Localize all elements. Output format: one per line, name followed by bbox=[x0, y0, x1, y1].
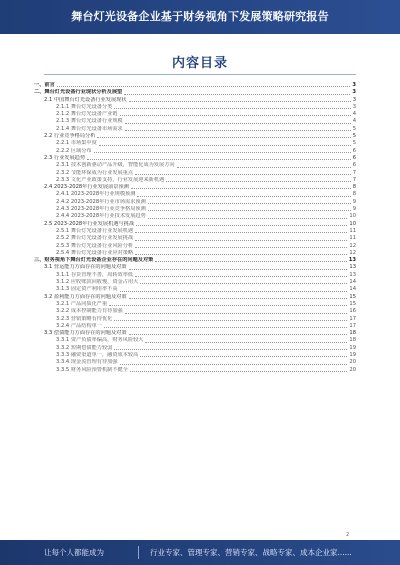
toc-entry-page: 3 bbox=[352, 82, 356, 88]
toc-entry-page: 5 bbox=[352, 140, 356, 147]
toc-entry[interactable] bbox=[34, 199, 356, 206]
toc-entry-label: 3.2.3 营销策略有待优化 bbox=[56, 315, 113, 322]
toc-leader-dots bbox=[129, 298, 348, 299]
toc-leader-dots bbox=[135, 276, 347, 277]
toc-entry-page: 12 bbox=[349, 249, 356, 256]
toc-entry-label: 3.3 偿债能力方面存在的问题及对策 bbox=[44, 330, 127, 337]
toc-leader-dots bbox=[104, 327, 347, 328]
toc-leader-dots bbox=[114, 108, 350, 109]
toc-entry-label: 2.4.1 2023-2028年行业规模预测 bbox=[56, 191, 136, 198]
report-header bbox=[0, 0, 400, 34]
toc-entry-page: 14 bbox=[349, 279, 356, 286]
toc-entry[interactable] bbox=[34, 97, 356, 104]
toc-entry[interactable] bbox=[34, 330, 356, 337]
toc-leader-dots bbox=[131, 188, 351, 189]
toc-entry-page: 6 bbox=[352, 162, 356, 169]
toc-entry[interactable] bbox=[34, 294, 356, 301]
toc-entry-page: 3 bbox=[352, 96, 356, 103]
toc-entry[interactable] bbox=[34, 316, 356, 323]
toc-entry-page: 18 bbox=[349, 330, 356, 337]
toc-entry-label: 3.1.1 存货管理不善，周转效率低 bbox=[56, 271, 134, 278]
toc-leader-dots bbox=[135, 240, 347, 241]
toc-leader-dots bbox=[120, 291, 348, 292]
toc-leader-dots bbox=[145, 342, 347, 343]
toc-leader-dots bbox=[99, 145, 351, 146]
toc-entry-label: 3.2 盈利能力方面存在的问题及对策 bbox=[44, 293, 127, 300]
footer-slogan: 让每个人都能成为 bbox=[44, 548, 104, 557]
toc-entry-label: 2.4.4 2023-2028年行业技术发展趋势 bbox=[56, 213, 146, 220]
toc-entry-label: 2.2.2 区域分布 bbox=[56, 147, 92, 154]
toc-leader-dots bbox=[135, 232, 347, 233]
toc-leader-dots bbox=[148, 203, 351, 204]
toc-entry-page: 4 bbox=[352, 111, 356, 118]
toc-entry-page: 13 bbox=[349, 271, 356, 278]
toc-entry-page: 17 bbox=[349, 315, 356, 322]
toc-entry-label: 2.5.4 舞台灯光设备行业应对策略 bbox=[56, 249, 134, 256]
toc-entry[interactable] bbox=[34, 352, 356, 359]
toc-leader-dots bbox=[166, 181, 350, 182]
toc-entry-label: 3.1 营运能力方面存在的问题及对策 bbox=[44, 264, 127, 271]
toc-entry-page: 11 bbox=[349, 227, 356, 234]
toc-entry[interactable] bbox=[34, 191, 356, 198]
toc-entry-page: 15 bbox=[349, 300, 356, 307]
toc-leader-dots bbox=[109, 305, 347, 306]
toc-leader-dots bbox=[114, 320, 347, 321]
toc-entry[interactable] bbox=[34, 228, 356, 235]
toc-entry-label: 3.3.4 现金流管理有待加强 bbox=[56, 359, 118, 366]
toc-entry[interactable] bbox=[34, 367, 356, 374]
toc-entry-page: 7 bbox=[352, 169, 356, 176]
toc-entry[interactable] bbox=[34, 162, 356, 169]
toc-leader-dots bbox=[57, 86, 351, 87]
toc-entry-label: 3.2.2 成本控制能力有待加强 bbox=[56, 308, 123, 315]
toc-leader-dots bbox=[177, 167, 351, 168]
toc-entry-page: 13 bbox=[348, 257, 356, 264]
toc-entry-page: 7 bbox=[352, 176, 356, 183]
toc-entry-page: 19 bbox=[349, 344, 356, 351]
toc-entry-page: 20 bbox=[349, 366, 356, 373]
toc-leader-dots bbox=[114, 349, 347, 350]
toc-entry-page: 15 bbox=[349, 293, 356, 300]
toc-entry[interactable] bbox=[34, 82, 356, 89]
toc-entry-label: 2.4.3 2023-2028年行业竞争格局预测 bbox=[56, 206, 146, 213]
toc-leader-dots bbox=[94, 152, 351, 153]
toc-leader-dots bbox=[136, 225, 347, 226]
toc-leader-dots bbox=[148, 218, 348, 219]
toc-leader-dots bbox=[130, 371, 347, 372]
toc-entry[interactable] bbox=[34, 104, 356, 111]
table-of-contents bbox=[34, 82, 356, 374]
toc-entry-label: 2.1 中国舞台灯光设备行业发展现状 bbox=[44, 96, 127, 103]
toc-entry[interactable] bbox=[34, 279, 356, 286]
toc-entry[interactable] bbox=[34, 221, 356, 228]
toc-leader-dots bbox=[135, 174, 351, 175]
toc-entry-page: 8 bbox=[352, 191, 356, 198]
toc-entry-label: 2.4.2 2023-2028年行业市场需求预测 bbox=[56, 198, 146, 205]
toc-entry-label: 2.5 2023-2028年行业发展机遇与挑战 bbox=[44, 220, 135, 227]
toc-entry-page: 16 bbox=[349, 308, 356, 315]
toc-entry-label: 2.2 行业竞争格局分析 bbox=[44, 133, 96, 140]
toc-entry-label: 3.3.5 财务风险预警机制不健全 bbox=[56, 366, 128, 373]
toc-entry-page: 8 bbox=[352, 184, 356, 191]
toc-entry[interactable] bbox=[34, 301, 356, 308]
toc-entry[interactable] bbox=[34, 264, 356, 271]
toc-leader-dots bbox=[120, 115, 351, 116]
toc-leader-dots bbox=[97, 137, 350, 138]
toc-entry-label: 2.3.3 文化产业政策支持，行业发展迎来新机遇 bbox=[56, 176, 165, 183]
toc-leader-dots bbox=[135, 254, 347, 255]
toc-leader-dots bbox=[129, 334, 348, 335]
toc-entry[interactable] bbox=[34, 170, 356, 177]
toc-entry[interactable] bbox=[34, 345, 356, 352]
toc-entry[interactable] bbox=[34, 118, 356, 125]
report-title: 舞台灯光设备企业基于财务视角下发展策略研究报告 bbox=[71, 10, 329, 23]
toc-entry-label: 3.3.1 资产负债率偏高，财务风险较大 bbox=[56, 337, 144, 344]
toc-leader-dots bbox=[155, 261, 346, 262]
toc-entry-page: 6 bbox=[352, 154, 356, 161]
toc-entry-page: 6 bbox=[352, 147, 356, 154]
toc-leader-dots bbox=[125, 130, 351, 131]
toc-leader-dots bbox=[125, 123, 351, 124]
toc-leader-dots bbox=[135, 247, 347, 248]
toc-entry[interactable] bbox=[34, 308, 356, 315]
toc-entry-page: 3 bbox=[352, 103, 356, 110]
toc-entry[interactable] bbox=[34, 323, 356, 330]
toc-entry[interactable] bbox=[34, 177, 356, 184]
toc-entry-page: 14 bbox=[349, 286, 356, 293]
toc-leader-dots bbox=[87, 159, 351, 160]
toc-entry-label: 2.1.3 舞台灯光设备行业规模 bbox=[56, 118, 123, 125]
toc-entry[interactable] bbox=[34, 89, 356, 96]
toc-entry[interactable] bbox=[34, 286, 356, 293]
toc-entry-page: 13 bbox=[349, 264, 356, 271]
toc-entry[interactable] bbox=[34, 213, 356, 220]
toc-leader-dots bbox=[129, 269, 348, 270]
toc-entry-label: 2.4 2023-2028年行业发展前景预测 bbox=[44, 184, 129, 191]
toc-leader-dots bbox=[120, 364, 348, 365]
toc-entry-label: 2.3.1 技术创新驱动产品升级，智能化成为发展方向 bbox=[56, 162, 175, 169]
toc-leader-dots bbox=[140, 356, 347, 357]
toc-entry-page: 9 bbox=[352, 206, 356, 213]
toc-leader-dots bbox=[137, 196, 350, 197]
toc-entry-label: 3.3.3 融资渠道单一，融资成本较高 bbox=[56, 351, 139, 358]
toc-leader-dots bbox=[124, 94, 350, 95]
toc-entry-page: 5 bbox=[352, 133, 356, 140]
toc-entry-label: 3.2.1 产品同质化严重 bbox=[56, 300, 108, 307]
toc-entry-label: 2.1.1 舞台灯光设备分类 bbox=[56, 103, 113, 110]
toc-leader-dots bbox=[129, 101, 351, 102]
footer-divider bbox=[138, 546, 139, 559]
toc-entry-page: 17 bbox=[349, 322, 356, 329]
toc-entry-page: 10 bbox=[349, 220, 356, 227]
toc-entry[interactable] bbox=[34, 206, 356, 213]
toc-entry-page: 12 bbox=[349, 242, 356, 249]
toc-entry[interactable] bbox=[34, 140, 356, 147]
toc-entry-label: 2.5.1 舞台灯光设备行业发展机遇 bbox=[56, 227, 134, 234]
toc-entry[interactable] bbox=[34, 243, 356, 250]
toc-entry[interactable] bbox=[34, 148, 356, 155]
toc-entry[interactable] bbox=[34, 337, 356, 344]
toc-entry-label: 2.2.1 市场集中度 bbox=[56, 140, 97, 147]
toc-entry[interactable] bbox=[34, 184, 356, 191]
footer-tagline: 行业专家、管理专家、营销专家、战略专家、成本企业家...... bbox=[150, 548, 352, 557]
toc-entry-page: 4 bbox=[352, 118, 356, 125]
toc-entry[interactable] bbox=[34, 250, 356, 257]
toc-heading: 内容目录 bbox=[171, 56, 228, 71]
toc-entry-label: 三、财务视角下舞台灯光设备企业存在的问题及对策 bbox=[34, 257, 154, 264]
toc-entry-label: 2.3.2 节能环保成为行业发展重点 bbox=[56, 169, 134, 176]
toc-entry[interactable] bbox=[34, 272, 356, 279]
toc-entry-label: 3.1.3 固定资产利用率不高 bbox=[56, 286, 118, 293]
toc-entry[interactable] bbox=[34, 126, 356, 133]
toc-entry[interactable] bbox=[34, 133, 356, 140]
toc-entry-label: 二、舞台灯光设备行业现状分析及展望 bbox=[34, 89, 123, 96]
toc-leader-dots bbox=[148, 210, 351, 211]
toc-entry-label: 2.3 行业发展趋势 bbox=[44, 154, 86, 161]
toc-entry[interactable] bbox=[34, 111, 356, 118]
toc-entry-page: 3 bbox=[352, 89, 356, 96]
toc-entry[interactable] bbox=[34, 235, 356, 242]
toc-entry-page: 9 bbox=[352, 198, 356, 205]
toc-entry-page: 11 bbox=[349, 235, 356, 242]
footer-banner bbox=[0, 540, 400, 565]
toc-entry-page: 10 bbox=[349, 213, 356, 220]
toc-entry-label: 3.1.2 应收账款回收慢，资金占用大 bbox=[56, 279, 139, 286]
toc-leader-dots bbox=[140, 283, 347, 284]
toc-entry-label: 3.3.2 短期偿债能力较弱 bbox=[56, 344, 113, 351]
toc-entry-label: 2.5.3 舞台灯光设备行业风险分析 bbox=[56, 242, 134, 249]
toc-entry-label: 一、前言 bbox=[34, 82, 55, 88]
toc-entry[interactable] bbox=[34, 359, 356, 366]
toc-entry-page: 20 bbox=[349, 359, 356, 366]
page-number: 2 bbox=[346, 532, 350, 538]
toc-entry-label: 2.5.2 舞台灯光设备行业发展挑战 bbox=[56, 235, 134, 242]
toc-divider bbox=[44, 74, 356, 75]
toc-entry[interactable] bbox=[34, 155, 356, 162]
toc-entry[interactable] bbox=[34, 257, 356, 264]
toc-entry-label: 2.1.4 舞台灯光设备市场需求 bbox=[56, 125, 123, 132]
toc-entry-label: 3.2.4 产品结构单一 bbox=[56, 322, 102, 329]
toc-entry-page: 19 bbox=[349, 351, 356, 358]
toc-entry-page: 18 bbox=[349, 337, 356, 344]
toc-leader-dots bbox=[125, 313, 348, 314]
toc-entry-page: 5 bbox=[352, 125, 356, 132]
toc-entry-label: 2.1.2 舞台灯光设备产业链 bbox=[56, 111, 118, 118]
